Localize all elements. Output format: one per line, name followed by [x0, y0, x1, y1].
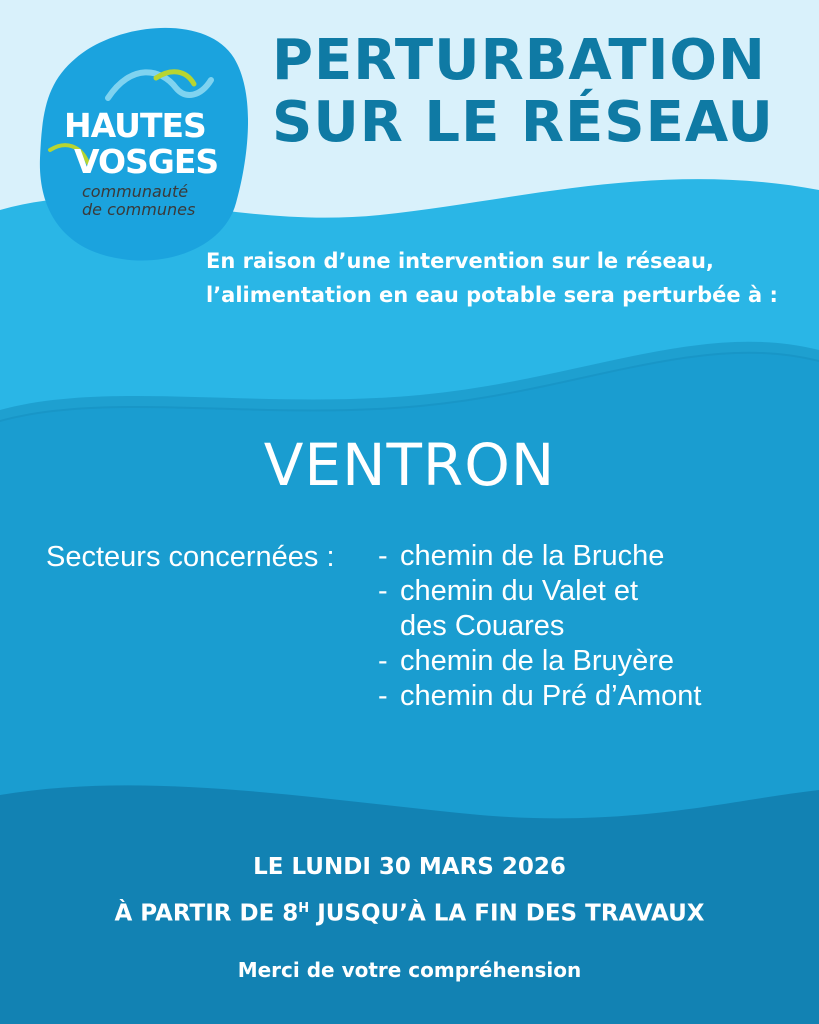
- sector-item-text: chemin du Valet et des Couares: [400, 575, 639, 642]
- schedule-date: LE LUNDI 30 MARS 2026: [253, 854, 566, 880]
- logo-subtitle-line2: de communes: [82, 200, 196, 219]
- sector-item: [378, 539, 701, 574]
- intro-line1: En raison d’une intervention sur le réseau,: [206, 249, 714, 273]
- schedule-time-prefix: À PARTIR DE 8: [114, 900, 299, 927]
- logo-subtitle-line1: communauté: [82, 182, 189, 201]
- intro-text: [206, 244, 806, 312]
- schedule-time: [0, 888, 819, 935]
- sector-list: [378, 539, 701, 714]
- sector-item: [378, 644, 701, 679]
- sector-item: [378, 679, 701, 714]
- schedule-time-suffix: JUSQU’À LA FIN DES TRAVAUX: [309, 900, 705, 927]
- schedule-time-hour-mark: H: [298, 901, 310, 916]
- sector-item-text: chemin de la Bruyère: [400, 645, 675, 677]
- headline: [272, 30, 792, 154]
- headline-line1: PERTURBATION: [272, 28, 766, 93]
- commune-name: VENTRON: [263, 431, 556, 499]
- logo-word-hautes: HAUTES: [64, 106, 206, 145]
- schedule: [0, 846, 819, 935]
- logo-word-vosges: VOSGES: [74, 142, 219, 181]
- thanks-message: Merci de votre compréhension: [237, 958, 582, 982]
- sector-item: [378, 574, 701, 644]
- sectors-label: Secteurs concernées :: [46, 541, 335, 573]
- sector-item-text: chemin de la Bruche: [400, 540, 665, 572]
- sector-item-text: chemin du Pré d’Amont: [400, 680, 702, 712]
- intro-line2: l’alimentation en eau potable sera perturbée à :: [206, 283, 778, 307]
- headline-line2: SUR LE RÉSEAU: [272, 90, 774, 155]
- hautes-vosges-logo: [36, 18, 248, 268]
